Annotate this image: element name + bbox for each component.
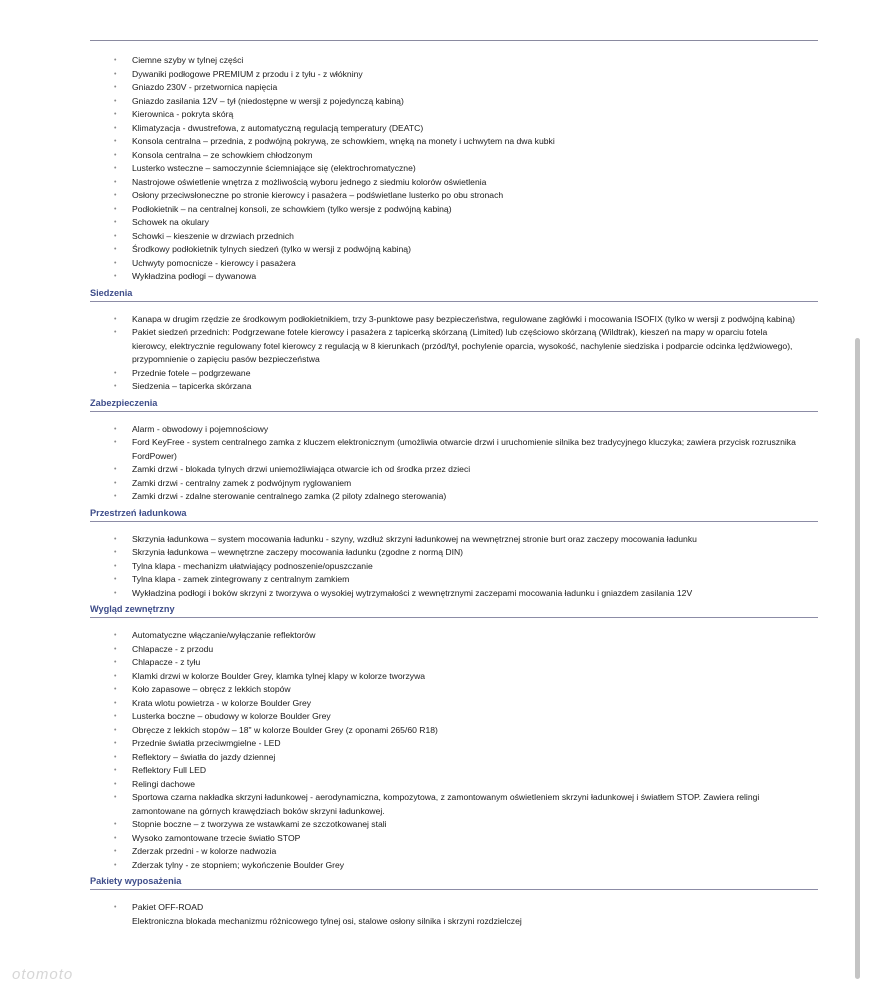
list-item: • Środkowy podłokietnik tylnych siedzeń (tylko w wersji z podwójną kabiną) xyxy=(90,243,818,257)
list-item: • Zamki drzwi - zdalne sterowanie centralnego zamka (2 piloty zdalnego sterowania) xyxy=(90,490,818,504)
section-interior-list xyxy=(90,54,818,284)
list-item: • Zamki drzwi - centralny zamek z podwójnym ryglowaniem xyxy=(90,477,818,491)
bullet-icon: • xyxy=(114,124,117,132)
bullet-icon: • xyxy=(114,273,117,280)
bullet-icon: • xyxy=(114,740,117,747)
section-seats-list xyxy=(90,313,818,394)
section-cargo xyxy=(90,507,818,601)
list-item: • Podłokietnik – na centralnej konsoli, ze schowkiem (tylko wersje z podwójną kabiną) xyxy=(90,203,818,217)
section-exterior-list xyxy=(90,629,818,872)
section-interior xyxy=(90,54,818,284)
list-item: • Reflektory Full LED xyxy=(90,764,818,778)
bullet-icon: • xyxy=(114,84,117,91)
bullet-icon: • xyxy=(114,70,117,78)
bullet-icon: • xyxy=(114,589,117,597)
list-item: • Reflektory – światła do jazdy dziennej xyxy=(90,751,818,765)
list-item: • Krata wlotu powietrza - w kolorze Boulder Grey xyxy=(90,697,818,711)
list-item: • Przednie fotele – podgrzewane xyxy=(90,367,818,381)
section-security-list xyxy=(90,423,818,504)
list-item: • Przednie światła przeciwmgielne - LED xyxy=(90,737,818,751)
bullet-icon: • xyxy=(114,632,117,639)
bullet-icon: • xyxy=(114,576,117,583)
bullet-icon: • xyxy=(114,219,117,226)
vertical-scrollbar[interactable] xyxy=(855,338,860,979)
list-item: • Konsola centralna – przednia, z podwójną pokrywą, ze schowkiem, wnęką na monety i uchwytem na dwa kubki xyxy=(90,135,818,149)
section-header-packages: Pakiety wyposażenia xyxy=(90,875,818,890)
bullet-icon: • xyxy=(114,329,117,336)
bullet-icon: • xyxy=(114,794,117,801)
section-cargo-list xyxy=(90,533,818,601)
section-packages-list xyxy=(90,901,818,915)
bullet-icon: • xyxy=(114,111,117,118)
list-item: • Zderzak tylny - ze stopniem; wykończenie Boulder Grey xyxy=(90,859,818,873)
bullet-icon: • xyxy=(114,97,117,105)
list-item: • Sportowa czarna nakładka skrzyni ładunkowej - aerodynamiczna, kompozytowa, z zamontowanym oświetleniem skrzyni ładunkowej i światłem STOP. Zawiera relingi zamontowane na górnych krawędziach boków skrzyni ładunkowej. xyxy=(114,792,760,816)
list-item: • Wysoko zamontowane trzecie światło STOP xyxy=(90,832,818,846)
list-item: • Tylna klapa - mechanizm ułatwiający podnoszenie/opuszczanie xyxy=(90,560,818,574)
bullet-icon: • xyxy=(114,562,117,570)
bullet-icon: • xyxy=(114,232,117,240)
list-item: • Chlapacze - z tyłu xyxy=(90,656,818,670)
equipment-list xyxy=(90,54,818,928)
list-item: • Tylna klapa - zamek zintegrowany z centralnym zamkiem xyxy=(90,573,818,587)
list-item: • Schowek na okulary xyxy=(90,216,818,230)
bullet-icon: • xyxy=(114,315,117,323)
list-item: • Konsola centralna – ze schowkiem chłodzonym xyxy=(90,149,818,163)
bullet-icon: • xyxy=(114,672,117,680)
list-item: • Lusterka boczne – obudowy w kolorze Boulder Grey xyxy=(90,710,818,724)
bullet-icon: • xyxy=(114,425,117,433)
list-item: • Obręcze z lekkich stopów – 18" w kolorze Boulder Grey (z oponami 265/60 R18) xyxy=(90,724,818,738)
list-item: • Ford KeyFree - system centralnego zamka z kluczem elektronicznym (umożliwia otwarcie drzwi i uruchomienie silnika bez tradycyjnego kluczyka; zawiera przycisk rozrusznika FordPower) xyxy=(114,437,796,461)
section-seats xyxy=(90,287,818,394)
bullet-icon: • xyxy=(114,861,117,869)
list-item: • Kierownica - pokryta skórą xyxy=(90,108,818,122)
list-item: • Gniazdo 230V - przetwornica napięcia xyxy=(90,81,818,95)
bullet-icon: • xyxy=(114,246,117,253)
section-header-seats: Siedzenia xyxy=(90,287,818,302)
bullet-icon: • xyxy=(114,848,117,855)
list-item: • Stopnie boczne – z tworzywa ze wstawkami ze szczotkowanej stali xyxy=(90,818,818,832)
section-header-exterior: Wygląd zewnętrzny xyxy=(90,603,818,618)
package-description: Elektroniczna blokada mechanizmu różnicowego tylnej osi, stalowe osłony silnika i skrzyni rozdzielczej xyxy=(132,915,522,926)
list-item: • Zamki drzwi - blokada tylnych drzwi uniemożliwiająca otwarcie ich od środka przez dzieci xyxy=(90,463,818,477)
bullet-icon: • xyxy=(114,904,117,911)
list-item: • Skrzynia ładunkowa – wewnętrzne zaczepy mocowania ładunku (zgodne z normą DIN) xyxy=(90,546,818,560)
list-item: • Ciemne szyby w tylnej części xyxy=(90,54,818,68)
list-item: • Kanapa w drugim rzędzie ze środkowym podłokietnikiem, trzy 3-punktowe pasy bezpieczeństwa, regulowane zagłówki i mocowania ISOFIX (tylko w wersji z podwójną kabiną) xyxy=(90,313,818,327)
bullet-icon: • xyxy=(114,549,117,556)
bullet-icon: • xyxy=(114,645,117,653)
list-item: • Pakiet siedzeń przednich: Podgrzewane fotele kierowcy i pasażera z tapicerką skórzaną (Limited) lub częściowo skórzaną (Wildtrak), kieszeń na mapy w oparciu fotela kierowcy, elektrycznie regulowany fotel kierowcy z regulacją w 8 kierunkach (przód/tył, pochylenie oparcia, wysokość, nachylenie siedziska i podparcie odcinka lędźwiowego), przypomnienie o zapięciu pasów bezpieczeństwa xyxy=(114,327,793,364)
list-item: • Nastrojowe oświetlenie wnętrza z możliwością wyboru jednego z siedmiu kolorów oświetlenia xyxy=(90,176,818,190)
list-item: • Klimatyzacja - dwustrefowa, z automatyczną regulacją temperatury (DEATC) xyxy=(90,122,818,136)
bullet-icon: • xyxy=(114,753,117,761)
list-item: • Lusterko wsteczne – samoczynnie ściemniające się (elektrochromatyczne) xyxy=(90,162,818,176)
section-exterior xyxy=(90,603,818,872)
bullet-icon: • xyxy=(114,205,117,213)
bullet-icon: • xyxy=(114,767,117,774)
bullet-icon: • xyxy=(114,479,117,487)
list-item: • Skrzynia ładunkowa – system mocowania ładunku - szyny, wzdłuż skrzyni ładunkowej na wewnętrznej stronie burt oraz zaczepy mocowania ładunku xyxy=(90,533,818,547)
section-header-cargo: Przestrzeń ładunkowa xyxy=(90,507,818,522)
list-item: • Relingi dachowe xyxy=(90,778,818,792)
bullet-icon: • xyxy=(114,178,117,186)
bullet-icon: • xyxy=(114,659,117,666)
list-item: • Koło zapasowe – obręcz z lekkich stopów xyxy=(90,683,818,697)
bullet-icon: • xyxy=(114,493,117,500)
bullet-icon: • xyxy=(114,834,117,842)
bullet-icon: • xyxy=(114,192,117,199)
list-item: • Chlapacze - z przodu xyxy=(90,643,818,657)
bullet-icon: • xyxy=(114,686,117,693)
bullet-icon: • xyxy=(114,57,117,64)
top-divider xyxy=(90,40,818,41)
list-item: • Zderzak przedni - w kolorze nadwozia xyxy=(90,845,818,859)
bullet-icon: • xyxy=(114,535,117,543)
list-item: • Uchwyty pomocnicze - kierowcy i pasażera xyxy=(90,257,818,271)
bullet-icon: • xyxy=(114,439,117,446)
list-item: • Osłony przeciwsłoneczne po stronie kierowcy i pasażera – podświetlane lusterko po obu stronach xyxy=(90,189,818,203)
bullet-icon: • xyxy=(114,383,117,390)
bullet-icon: • xyxy=(114,138,117,145)
bullet-icon: • xyxy=(114,151,117,159)
bullet-icon: • xyxy=(114,369,117,377)
list-item: • Automatyczne włączanie/wyłączanie reflektorów xyxy=(90,629,818,643)
section-header-security: Zabezpieczenia xyxy=(90,397,818,412)
bullet-icon: • xyxy=(114,165,117,172)
bullet-icon: • xyxy=(114,713,117,720)
watermark-logo: otomoto xyxy=(12,966,74,983)
bullet-icon: • xyxy=(114,780,117,788)
section-security xyxy=(90,397,818,504)
list-item: • Wykładzina podłogi i boków skrzyni z tworzywa o wysokiej wytrzymałości z wewnętrznymi zaczepami mocowania ładunku i gniazdem zasilania 12V xyxy=(90,587,818,601)
list-item: • Wykładzina podłogi – dywanowa xyxy=(90,270,818,284)
bullet-icon: • xyxy=(114,821,117,828)
list-item: • Siedzenia – tapicerka skórzana xyxy=(90,380,818,394)
list-item: • Dywaniki podłogowe PREMIUM z przodu i z tyłu - z włókniny xyxy=(90,68,818,82)
list-item: • Klamki drzwi w kolorze Boulder Grey, klamka tylnej klapy w kolorze tworzywa xyxy=(90,670,818,684)
bullet-icon: • xyxy=(114,259,117,267)
bullet-icon: • xyxy=(114,726,117,734)
list-item: • Gniazdo zasilania 12V – tył (niedostępne w wersji z pojedynczą kabiną) xyxy=(90,95,818,109)
list-item: • Pakiet OFF-ROAD xyxy=(90,901,818,915)
bullet-icon: • xyxy=(114,699,117,707)
list-item: • Schowki – kieszenie w drzwiach przednich xyxy=(90,230,818,244)
bullet-icon: • xyxy=(114,466,117,473)
list-item: • Alarm - obwodowy i pojemnościowy xyxy=(90,423,818,437)
section-packages xyxy=(90,875,818,928)
